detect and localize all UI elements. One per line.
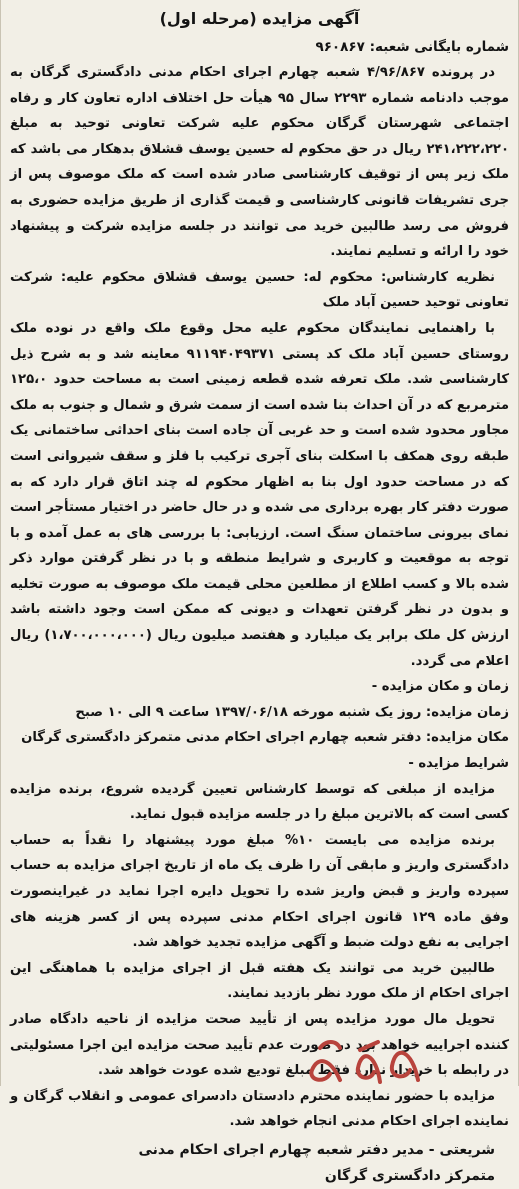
signature-office: متمرکز دادگستری گرگان [324,1167,495,1184]
notice-title: آگهی مزایده (مرحله اول) [159,9,360,28]
condition-item: تحویل مال مورد مزایده پس از تأیید صحت مزایده از ناحیه دادگاه صادر کننده اجراییه خواهد بود در صورت عدم تأیید صحت مزایده این اجرا مسئولیتی در رابطه با خریدار ندارد فقط مبلغ تودیع شده عودت خواهد شد. [10,1011,509,1079]
property-description: با راهنمایی نمایندگان محکوم علیه محل وقوع ملک واقع در نوده ملک روستای حسین آباد ملک کد پستی ۹۱۱۹۴۰۴۹۳۷۱ معاینه شد و به شرح ذیل کارشناسی شد. ملک تعرفه شده قطعه زمینی است به مساحت حدود ۱۲۵،۰ مترمربع که در آن احداث بنا شده است از سمت شرق و شمال و جنوب به ملک مجاور محدود شده است و حد غربی آن جاده است بنای احداثی ساختمانی یک طبقه روی همکف با اسکلت بنای آجری ترکیب با فلز و سقف شیروانی است که در مساحت حدود اول بنا به اظهار محکوم له چند اتاق قرار دارد که به صورت دفتر کار بهره برداری می شده و در حال حاضر در اختیار مستأجر است نمای بیرونی ساختمان سنگ است. ارزیابی: با بررسی های به عمل آمده و با توجه به موقعیت و کاربری و شرایط منطقه و با در نظر گرفتن موارد ذکر شده بالا و کسب اطلاع از مطلعین محلی قیمت ملک موصوف به صورت تخلیه و بدون در نظر گرفتن تعهدات و دیونی که ممکن است وجود داشته باشد ارزش کل ملک برابر یک میلیارد و هفتصد میلیون ریال (۱،۷۰۰،۰۰۰،۰۰۰) ریال اعلام می گردد. [10,320,510,669]
expert-opinion-header: نظریه کارشناس: محکوم له: حسین یوسف قشلاق محکوم علیه: شرکت تعاونی توحید حسین آباد ملک [10,269,509,311]
condition-item: مزایده از مبلغی که توسط کارشناس تعیین گردیده شروع، برنده مزایده کسی است که بالاترین مبلغ را در جلسه مزایده قبول نماید. [10,781,509,823]
case-paragraph: در پرونده ۴/۹۶/۸۶۷ شعبه چهارم اجرای احکام مدنی دادگستری گرگان به موجب دادنامه شماره ۲۲۹۳ سال ۹۵ هیأت حل اختلاف اداره تعاون کار و رفاه اجتماعی شهرستان گرگان محکوم علیه شرکت تعاونی توحید به مبلغ ۲۴۱،۲۲۲،۲۲۰ ریال در حق محکوم له حسین یوسف قشلاق بدهکار می باشد که ملک زیر پس از توقیف کارشناسی صادر شده است که ملک موصوف پس از جری تشریفات قانونی کارشناسی و قیمت گذاری از طریق مزایده حضوری به فروش می رسد طالبین خرید می توانند در جلسه مزایده شرکت و پیشنهاد خود را ارائه و تسلیم نمایند. [10,65,509,260]
signature-block [10,1137,509,1189]
time-place-heading: زمان و مکان مزایده - [371,679,509,695]
conditions-heading: شرایط مزایده - [408,756,509,772]
signature-line: شریعتی - مدیر دفتر شعبه چهارم اجرای احکام مدنی [138,1141,495,1158]
auction-time: زمان مزایده: روز یک شنبه مورخه ۱۳۹۷/۰۶/۱۸ ساعت ۹ الی ۱۰ صبح [75,704,509,720]
condition-item: مزایده با حضور نماینده محترم دادستان دادسرای عمومی و انقلاب گرگان و نماینده اجرای احکام مدنی انجام خواهد شد. [10,1088,509,1130]
archive-number: شماره بایگانی شعبه: ۹۶۰۸۶۷ [315,39,509,55]
auction-place: مکان مزایده: دفتر شعبه چهارم اجرای احکام مدنی متمرکز دادگستری گرگان [21,730,509,746]
condition-item: طالبین خرید می توانند یک هفته قبل از اجرای مزایده با هماهنگی این اجرای احکام از ملک مورد نظر بازدید نمایند. [10,960,509,1002]
condition-item: برنده مزایده می بایست ۱۰% مبلغ مورد پیشنهاد را نقداً به حساب دادگستری واریز و مابقی آن را ظرف یک ماه از تاریخ اجرای مزایده به حساب سپرده واریز و قبض واریز شده را تحویل دایره اجرا نماید در غیراینصورت وفق ماده ۱۲۹ قانون اجرای احکام مدنی سپرده پس از کسر هزینه های اجرایی به نفع دولت ضبط و آگهی مزایده تجدید خواهد شد. [10,832,509,951]
